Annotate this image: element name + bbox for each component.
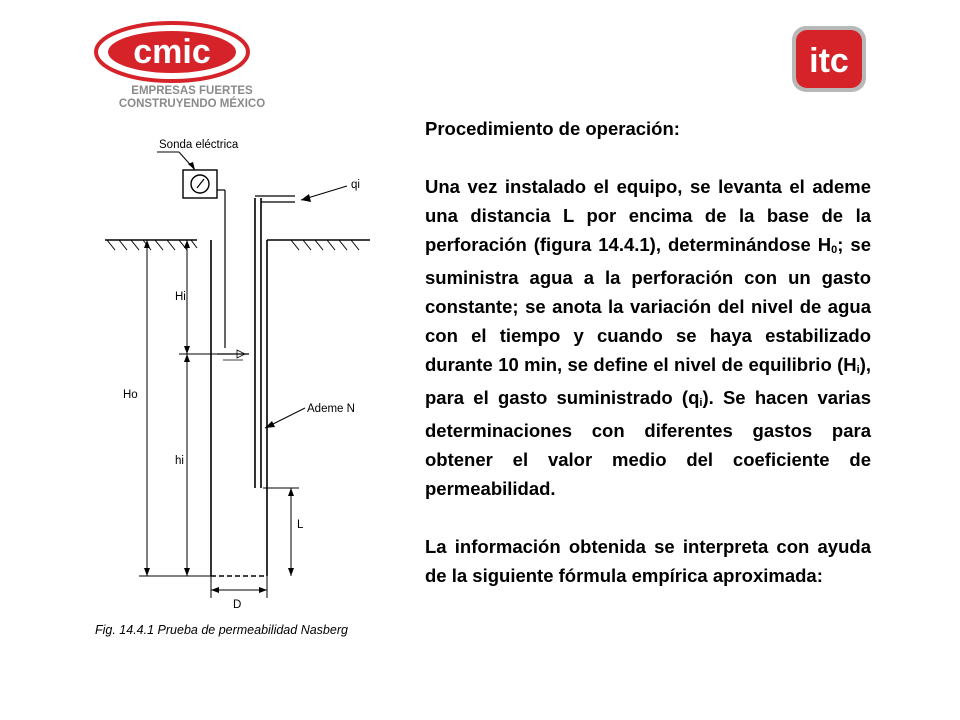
cmic-tagline-1: EMPRESAS FUERTES xyxy=(131,85,253,97)
label-ademe: Ademe N xyxy=(307,403,355,415)
label-hi-lower: hi xyxy=(175,455,184,467)
ground-hatch-left xyxy=(107,240,197,250)
label-l: L xyxy=(297,519,304,531)
subscript-hi: i xyxy=(856,364,860,376)
cmic-logo-wordmark: cmic xyxy=(133,33,211,71)
label-sonda: Sonda eléctrica xyxy=(159,139,239,151)
figure-caption: Fig. 14.4.1 Prueba de permeabilidad Nasberg xyxy=(95,623,348,637)
procedure-text-c: ), para el gasto suministrado (q xyxy=(425,354,871,408)
procedure-text-d: ). Se hacen varias determinaciones con diferentes gastos para obtener el valor medio del coeficiente de permeabilidad. xyxy=(425,387,872,499)
text-block xyxy=(425,114,871,590)
paragraph-procedure xyxy=(425,172,871,503)
section-heading: Procedimiento de operación: xyxy=(425,118,680,139)
cmic-logo xyxy=(92,20,292,112)
subscript-qi: i xyxy=(699,397,703,409)
procedure-text-b: ; se suministra agua a la perforación con un gasto constante; se anota la variación del nivel de agua con el tiempo y cuando se haya estabilizado durante 10 min, se define el nivel de equilibrio (H xyxy=(425,234,871,375)
ground-hatch-right xyxy=(291,240,359,250)
label-hi-upper: Hi xyxy=(175,291,186,303)
itc-logo xyxy=(790,24,868,94)
label-ho: Ho xyxy=(123,389,138,401)
label-qi: qi xyxy=(351,179,360,191)
permeability-figure xyxy=(95,128,415,648)
paragraph-interpretation: La información obtenida se interpreta con ayuda de la siguiente fórmula empírica aproximada: xyxy=(425,536,871,586)
cmic-tagline-2: CONSTRUYENDO MÉXICO xyxy=(118,98,266,110)
itc-logo-wordmark: itc xyxy=(809,42,849,80)
procedure-text-a: Una vez instalado el equipo, se levanta el ademe una distancia L por encima de la base de la perforación (figura 14.4.1), determinándose H xyxy=(425,176,871,255)
label-d: D xyxy=(233,599,242,611)
subscript-h0: 0 xyxy=(831,244,838,256)
